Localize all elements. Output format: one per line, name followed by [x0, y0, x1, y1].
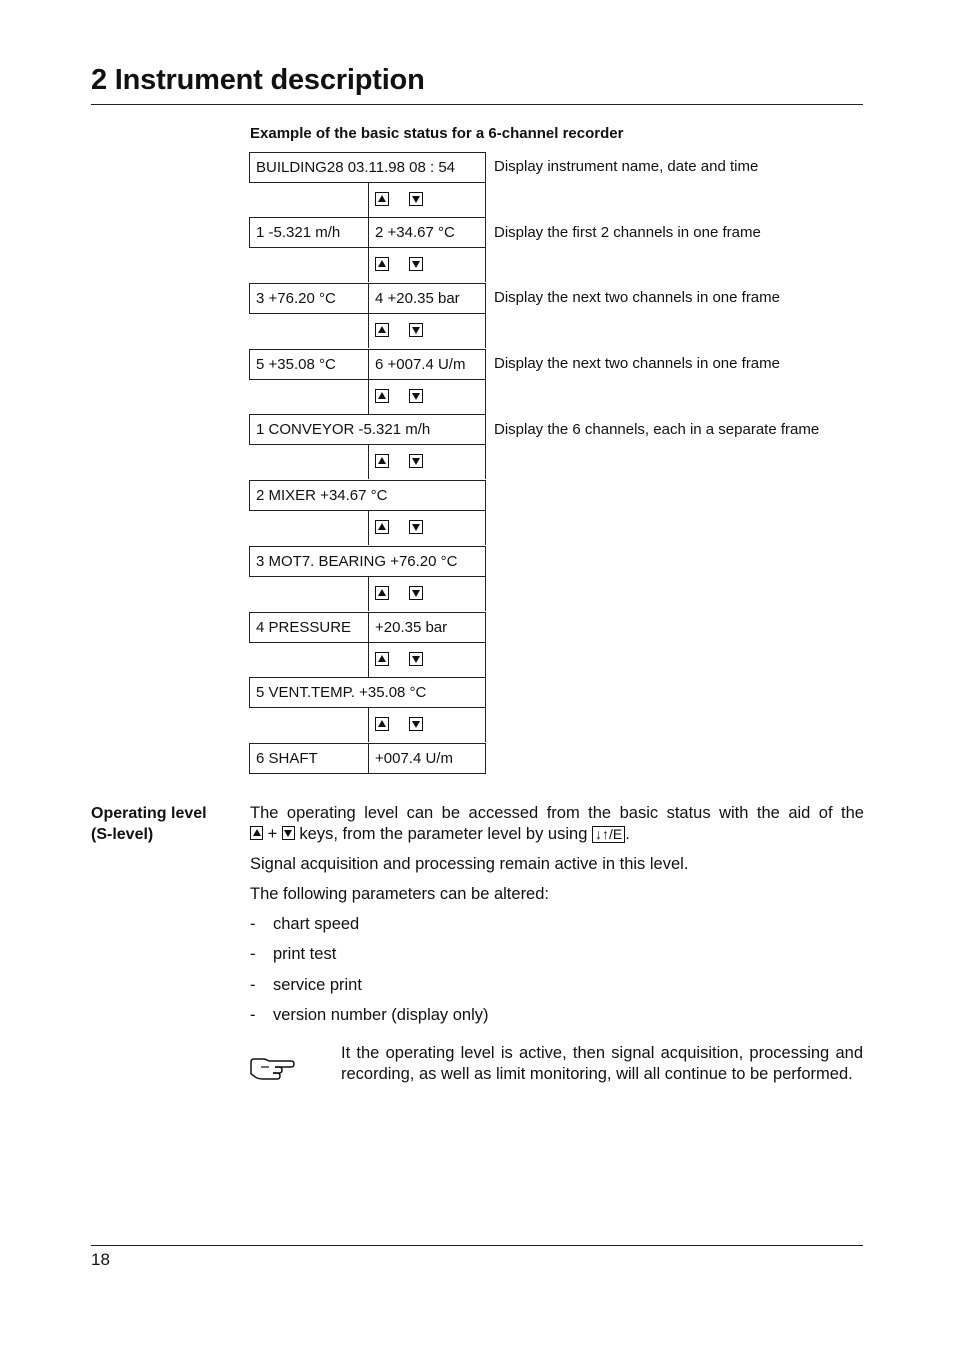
down-arrow-key-icon — [282, 826, 295, 840]
down-arrow-key-icon — [409, 454, 423, 468]
arrow-keys-row — [368, 183, 486, 217]
sentence-end: . — [625, 825, 630, 843]
section-label-line: Operating level — [91, 805, 207, 822]
arrow-keys-row — [368, 511, 486, 545]
list-item: - chart speed — [250, 915, 360, 933]
note-text: It the operating level is active, then signal acquisition, processing and recording, as well as limit monitoring, will all continue to be performed. — [341, 1044, 863, 1083]
frame-description: Display the next two channels in one frame — [494, 355, 780, 372]
up-arrow-key-icon — [375, 323, 389, 337]
frame-text: 1 CONVEYOR -5.321 m/h — [256, 421, 431, 438]
arrow-keys-row — [368, 314, 486, 348]
frame-channel-right: +007.4 U/m — [375, 750, 453, 767]
up-arrow-key-icon — [375, 717, 389, 731]
arrow-keys-row — [368, 380, 486, 414]
header-divider — [91, 104, 863, 105]
down-arrow-key-icon — [409, 717, 423, 731]
frame-channel-right: +20.35 bar — [375, 619, 448, 636]
up-arrow-key-icon — [375, 586, 389, 600]
down-arrow-key-icon — [409, 389, 423, 403]
up-arrow-key-icon — [375, 454, 389, 468]
section-label-line: (S-level) — [91, 826, 154, 843]
pointing-hand-icon — [249, 1056, 295, 1082]
page-number: 18 — [91, 1250, 110, 1269]
display-frame — [249, 152, 486, 183]
frame-text: 3 MOT7. BEARING +76.20 °C — [256, 553, 458, 570]
intro-line: The operating level can be accessed from the basic status with the aid of the — [250, 804, 864, 822]
frame-channel-left: 3 +76.20 °C — [250, 284, 369, 313]
parameters-intro: The following parameters can be altered: — [250, 885, 549, 903]
arrow-keys-row — [368, 643, 486, 677]
frame-description: Display the first 2 channels in one frame — [494, 224, 761, 241]
arrow-keys-row — [368, 708, 486, 742]
intro-paragraph — [250, 803, 864, 845]
list-item: - version number (display only) — [250, 1006, 489, 1024]
arrow-keys-row — [368, 248, 486, 282]
display-frame — [249, 414, 486, 445]
page-heading: 2 Instrument description — [91, 64, 425, 96]
down-arrow-key-icon — [409, 257, 423, 271]
frame-channel-right: 2 +34.67 °C — [375, 224, 455, 241]
frame-description: Display instrument name, date and time — [494, 158, 759, 175]
down-arrow-key-icon — [409, 323, 423, 337]
intro-line — [250, 824, 864, 845]
up-arrow-key-icon — [250, 826, 263, 840]
frame-description: Display the 6 channels, each in a separate frame — [494, 421, 820, 438]
down-arrow-key-icon — [409, 192, 423, 206]
display-frame — [249, 546, 486, 577]
example-title: Example of the basic status for a 6-channel recorder — [250, 125, 624, 142]
plus-sign: + — [267, 825, 278, 843]
list-item: - print test — [250, 945, 337, 963]
display-frame — [249, 743, 486, 774]
up-arrow-key-icon — [375, 192, 389, 206]
acquisition-paragraph: Signal acquisition and processing remain active in this level. — [250, 855, 689, 873]
frame-text: 5 VENT.TEMP. +35.08 °C — [256, 684, 427, 701]
display-frame — [249, 217, 486, 248]
frame-text: BUILDING28 03.11.98 08 : 54 — [256, 159, 456, 176]
list-item: - service print — [250, 976, 362, 994]
frame-channel-left: 1 -5.321 m/h — [250, 218, 369, 247]
down-arrow-key-icon — [409, 586, 423, 600]
display-frame — [249, 349, 486, 380]
up-arrow-key-icon — [375, 389, 389, 403]
frame-channel-left: 4 PRESSURE — [250, 613, 369, 642]
up-arrow-key-icon — [375, 652, 389, 666]
frame-channel-right: 4 +20.35 bar — [375, 290, 460, 307]
enter-key-icon: ↓↑/E — [592, 826, 625, 843]
down-arrow-key-icon — [409, 520, 423, 534]
display-frame — [249, 612, 486, 643]
frame-description: Display the next two channels in one frame — [494, 289, 780, 306]
arrow-keys-row — [368, 445, 486, 479]
frame-channel-right: 6 +007.4 U/m — [375, 356, 466, 373]
up-arrow-key-icon — [375, 257, 389, 271]
keys-text: keys, from the parameter level by using — [299, 825, 588, 843]
frame-channel-left: 6 SHAFT — [250, 744, 369, 773]
footer-divider — [91, 1245, 863, 1246]
up-arrow-key-icon — [375, 520, 389, 534]
arrow-keys-row — [368, 577, 486, 611]
section-label — [91, 803, 207, 845]
display-frame — [249, 480, 486, 511]
frame-text: 2 MIXER +34.67 °C — [256, 487, 388, 504]
display-frame — [249, 283, 486, 314]
display-frame — [249, 677, 486, 708]
frame-channel-left: 5 +35.08 °C — [250, 350, 369, 379]
down-arrow-key-icon — [409, 652, 423, 666]
